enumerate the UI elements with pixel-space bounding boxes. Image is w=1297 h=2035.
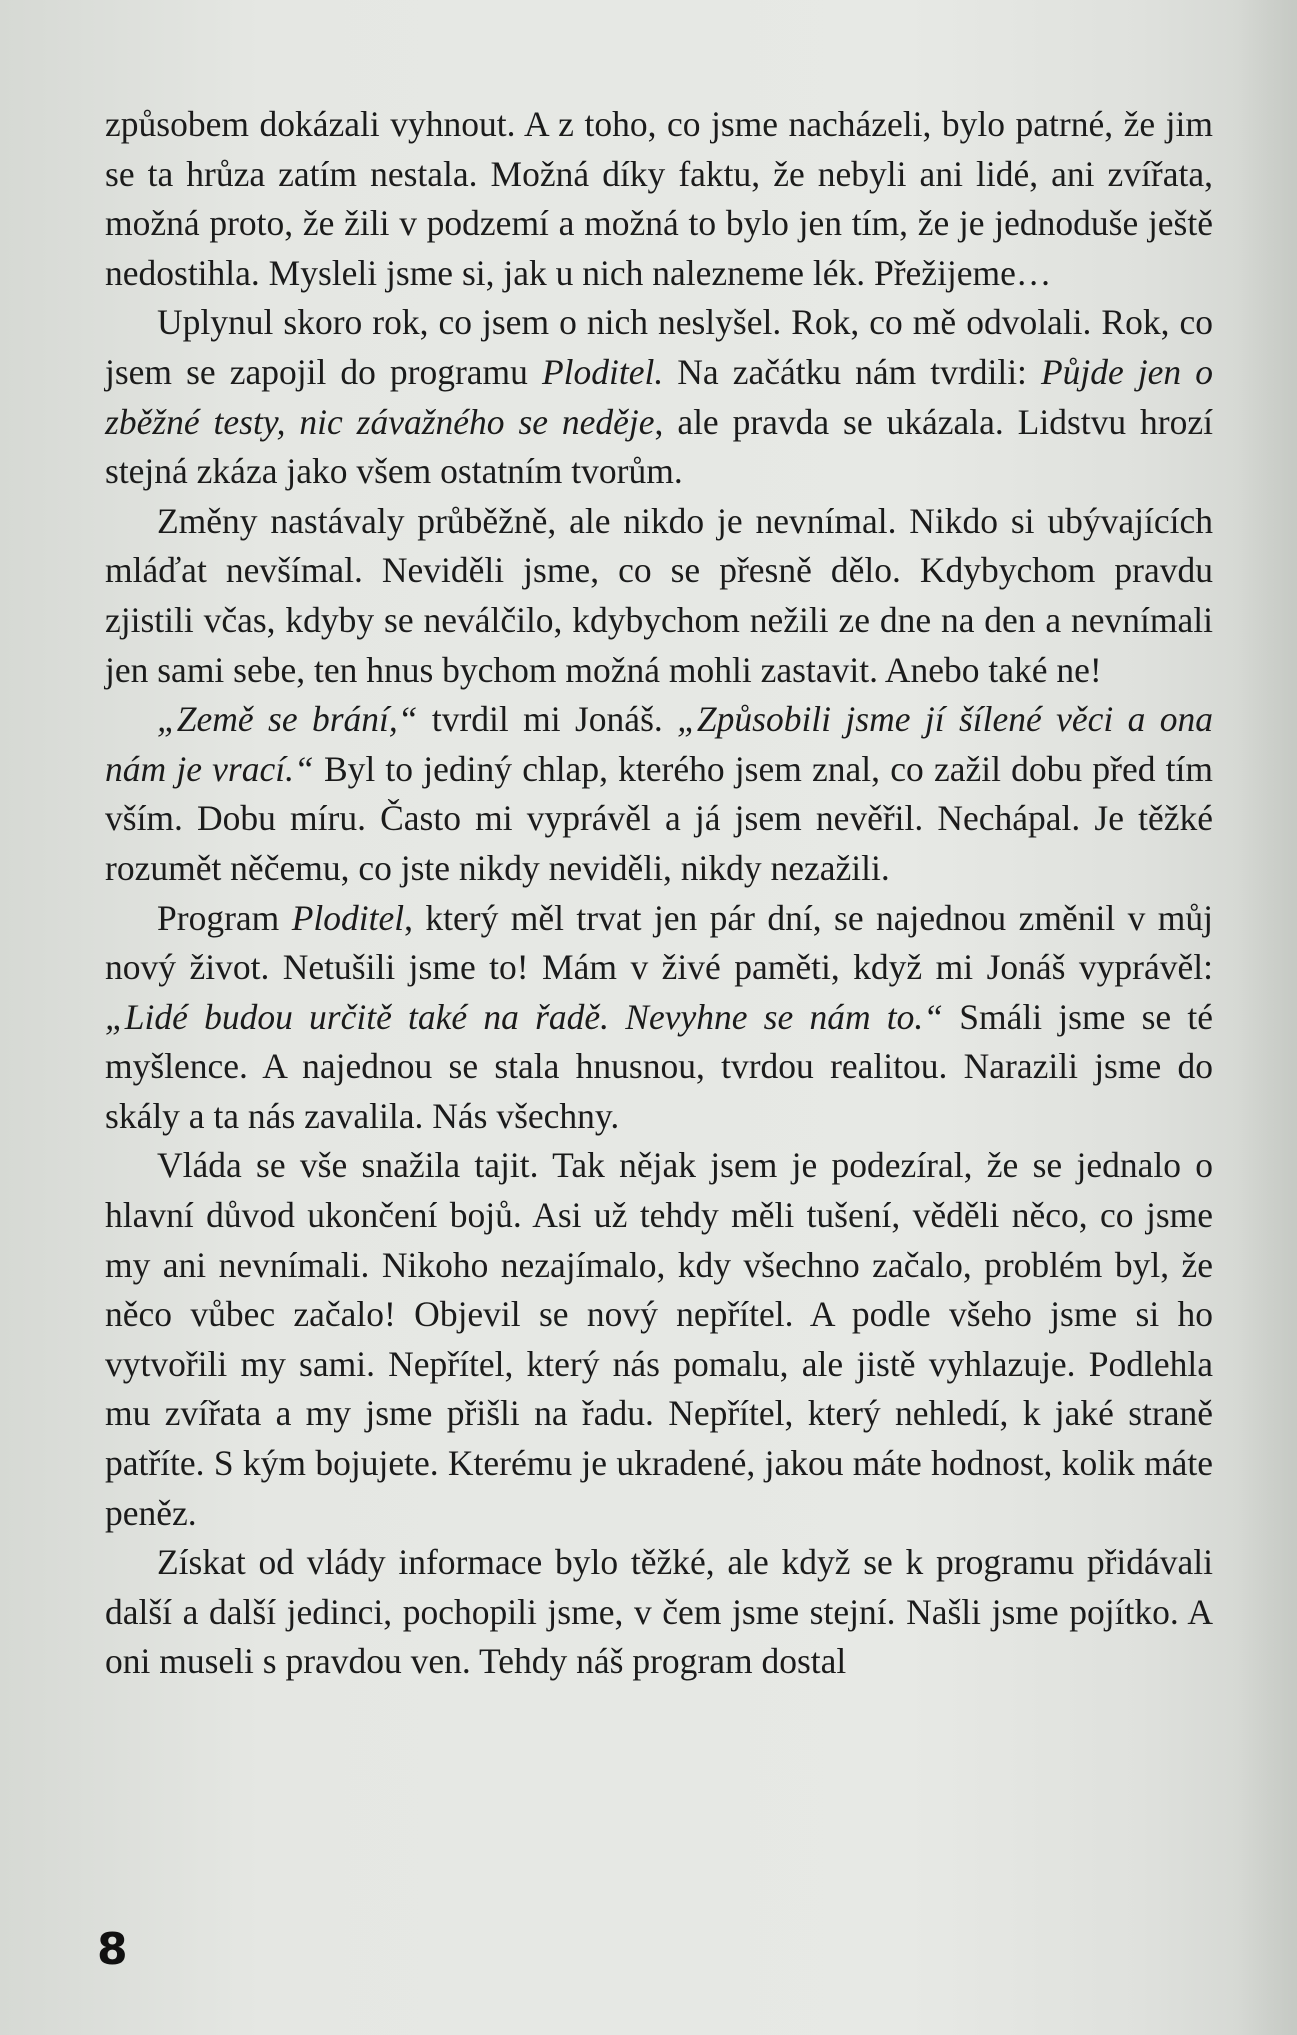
paragraph — [105, 894, 1213, 1142]
text-segment: , ale pravda se ukázala. Lidstvu hrozí stejná zkáza jako všem ostatním tvorům. — [105, 401, 1213, 492]
paragraph — [105, 298, 1213, 496]
italic-text: Půjde jen o zběžné testy, nic závažného se neděje — [105, 351, 1213, 442]
text-segment: Získat od vlády informace bylo těžké, ale když se k programu přidávali další a další jedinci, pochopili jsme, v čem jsme stejní. Našli jsme pojítko. A oni museli s pravdou ven. Tehdy náš program dostal — [105, 1542, 1213, 1682]
text-segment: Vláda se vše snažila tajit. Tak nějak jsem je podezíral, že se jednalo o hlavní důvod ukončení bojů. Asi už tehdy měli tušení, věděli něco, co jsme my ani nevnímali. Nikoho nezajímalo, kdy všechno začalo, problém byl, že něco vůbec začalo! Objevil se nový nepřítel. A podle všeho jsme si ho vytvořili my sami. Nepřítel, který nás pomalu, ale jistě vyhlazuje. Podlehla mu zvířata a my jsme přišli na řadu. Nepřítel, který nehledí, k jaké straně patříte. S kým bojujete. Kterému je ukradené, jakou máte hodnost, kolik máte peněz. — [105, 1145, 1213, 1533]
paragraph — [105, 497, 1213, 695]
text-segment: Byl to jediný chlap, kterého jsem znal, co zažil dobu před tím vším. Dobu míru. Často mi vyprávěl a já jsem nevěřil. Nechápal. Je těžké rozumět něčemu, co jste nikdy neviděli, nikdy nezažili. — [105, 748, 1213, 888]
body-text — [105, 100, 1213, 1687]
text-segment: tvrdil mi Jonáš. — [417, 699, 678, 740]
paragraph — [105, 1538, 1213, 1687]
paragraph — [105, 695, 1213, 893]
text-segment: Uplynul skoro rok, co jsem o nich neslyšel. Rok, co mě odvolali. Rok, co jsem se zapojil do programu — [105, 302, 1213, 392]
text-segment: Program — [157, 897, 292, 938]
text-segment: Smáli jsme se té myšlence. A najednou se stala hnusnou, tvrdou realitou. Narazili jsme do skály a ta nás zavalila. Nás všechny. — [105, 996, 1213, 1136]
text-segment: Na začátku nám tvrdili: — [663, 351, 1041, 392]
page-number: 8 — [97, 1924, 128, 1975]
text-segment: Změny nastávaly průběžně, ale nikdo je nevnímal. Nikdo si ubývajících mláďat nevšímal. Neviděli jsme, co se přesně dělo. Kdybychom pravdu zjistili včas, kdyby se neválčilo, kdybychom nežili ze dne na den a nevnímali jen sami sebe, ten hnus bychom možná mohli zastavit. Anebo také ne! — [105, 500, 1213, 690]
italic-text: Ploditel — [291, 897, 405, 938]
paragraph — [105, 1141, 1213, 1538]
italic-text: Ploditel. — [541, 351, 664, 392]
paragraph — [105, 100, 1213, 298]
text-segment: , který měl trvat jen pár dní, se najednou změnil v můj nový život. Netušili jsme to! Mám v živé paměti, když mi Jonáš vyprávěl: — [105, 897, 1213, 988]
text-segment: způsobem dokázali vyhnout. A z toho, co jsme nacházeli, bylo patrné, že jim se ta hrůza zatím nestala. Možná díky faktu, že nebyli ani lidé, ani zvířata, možná proto, že žili v podzemí a možná to bylo jen tím, že je jednoduše ještě nedostihla. Mysleli jsme si, jak u nich nalezneme lék. Přežijeme… — [105, 104, 1213, 293]
italic-text: „Lidé budou určitě také na řadě. Nevyhne se nám to.“ — [105, 996, 944, 1037]
italic-text: „Země se brání,“ — [157, 699, 418, 740]
italic-text: „Způsobili jsme jí šílené věci a ona nám je vrací.“ — [105, 699, 1213, 789]
